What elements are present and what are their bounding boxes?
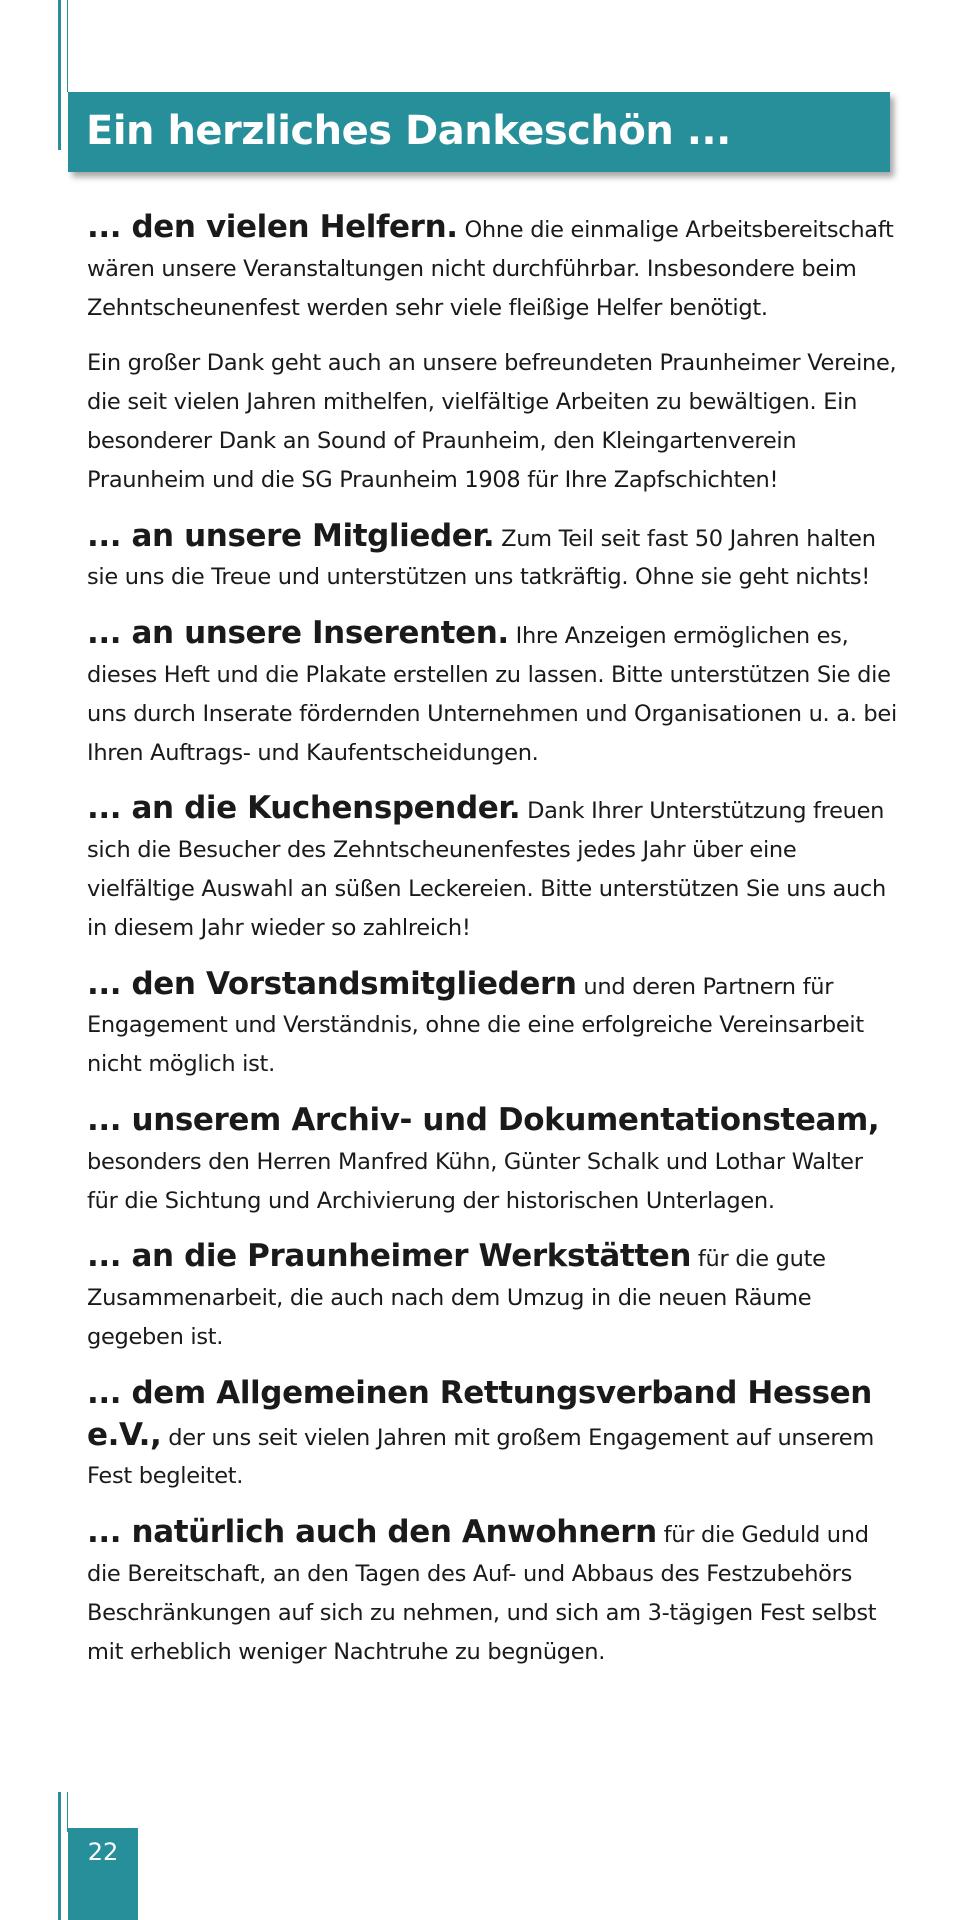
thanks-paragraph-helpers [87, 208, 897, 327]
paragraph-lead: ... an unsere Mitglieder. [87, 517, 495, 554]
header-banner [68, 92, 890, 172]
paragraph-text: Dank Ihrer Unterstützung freuen sich die Besucher des Zehntscheunenfestes jedes Jahr über eine vielfältige Auswahl an süßen Leckereien. Bitte unterstützen Sie uns auch in diesem Jahr wieder so zahlreich! [87, 798, 886, 941]
page-number: 22 [87, 1838, 119, 1866]
page-title: Ein herzliches Dankeschön ... [86, 108, 731, 154]
paragraph-text: für die gute Zusammenarbeit, die auch nach dem Umzug in die neuen Räume gegeben ist. [87, 1246, 826, 1350]
paragraph-lead: ... den Vorstandsmitgliedern [87, 965, 577, 1002]
paragraph-text: Zum Teil seit fast 50 Jahren halten sie uns die Treue und unterstützen uns tatkräftig. Ohne sie geht nichts! [87, 525, 876, 591]
thanks-paragraph-residents [87, 1513, 897, 1671]
thanks-paragraph-workshops [87, 1237, 897, 1356]
paragraph-text: der uns seit vielen Jahren mit großem Engagement auf unserem Fest begleitet. [87, 1424, 874, 1490]
thanks-paragraph-board-members [87, 965, 897, 1084]
paragraph-text: und deren Partnern für Engagement und Verständnis, ohne die eine erfolgreiche Vereinsarbeit nicht möglich ist. [87, 973, 864, 1078]
paragraph-text: Ihre Anzeigen ermöglichen es, dieses Heft und die Plakate erstellen zu lassen. Bitte unterstützen Sie die uns durch Inserate fördernden Unternehmen und Organisationen u. a. bei Ihren Auftrags- und Kaufentscheidungen. [87, 623, 897, 766]
left-margin-thin-rule-bottom [67, 1792, 68, 1832]
paragraph-lead: ... dem Allgemeinen Rettungsverband Hessen e.V., [87, 1374, 872, 1453]
paragraph-lead: ... natürlich auch den Anwohnern [87, 1514, 657, 1551]
left-margin-rule-top [58, 0, 61, 150]
thanks-paragraph-rescue-association [87, 1374, 897, 1496]
left-margin-rule-bottom [58, 1792, 61, 1920]
paragraph-text: für die Geduld und die Bereitschaft, an den Tagen des Auf- und Abbaus des Festzubehörs Beschränkungen auf sich zu nehmen, und sich am 3-tägigen Fest selbst mit erheblich weniger Nachtruhe zu begnügen. [87, 1522, 877, 1665]
paragraph-lead: ... an unsere Inserenten. [87, 615, 509, 652]
thanks-paragraph-cake-donors [87, 789, 897, 947]
article-body [87, 208, 897, 1688]
thanks-paragraph-archive-team [87, 1101, 897, 1220]
page-number-box [68, 1828, 138, 1920]
paragraph-lead: ... den vielen Helfern. [87, 209, 458, 245]
thanks-paragraph-clubs [87, 344, 897, 499]
paragraph-text: Ohne die einmalige Arbeitsbereitschaft wären unsere Veranstaltungen nicht durchführbar. Insbesondere beim Zehntscheunenfest werden sehr viele fleißige Helfer benötigt. [87, 217, 894, 321]
paragraph-lead: ... unserem Archiv- und Dokumentationsteam, [87, 1101, 880, 1138]
thanks-paragraph-members [87, 517, 897, 598]
left-margin-thin-rule-top [67, 0, 68, 92]
thanks-paragraph-advertisers [87, 614, 897, 772]
paragraph-lead: ... an die Kuchenspender. [87, 790, 521, 827]
paragraph-text: besonders den Herren Manfred Kühn, Günter Schalk und Lothar Walter für die Sichtung und Archivierung der historischen Unterlagen. [87, 1148, 863, 1214]
paragraph-lead: ... an die Praunheimer Werkstätten [87, 1238, 692, 1275]
paragraph-text: Ein großer Dank geht auch an unsere befreundeten Praunheimer Vereine, die seit vielen Jahren mithelfen, vielfältige Arbeiten zu bewältigen. Ein besonderer Dank an Sound of Praunheim, den Kleingartenverein Praunheim und die SG Praunheim 1908 für Ihre Zapfschichten! [87, 350, 897, 493]
